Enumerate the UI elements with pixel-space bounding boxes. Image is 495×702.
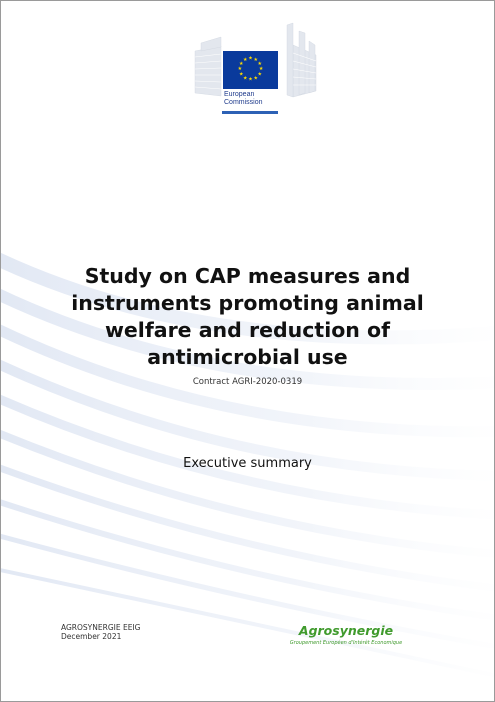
agrosynergie-logo [286, 623, 406, 646]
svg-text:★: ★ [258, 66, 264, 73]
svg-text:★: ★ [248, 76, 253, 83]
commission-label-line1: European [224, 91, 255, 98]
footer-info [61, 623, 140, 641]
footer-organisation: AGROSYNERGIE EEIG [61, 623, 141, 632]
commission-label-line2: Commission [224, 99, 263, 106]
agrosynergie-name: Agrosynergie [298, 623, 394, 638]
svg-text:★: ★ [253, 75, 259, 82]
logo-underline [222, 111, 278, 114]
svg-text:★: ★ [242, 75, 248, 82]
svg-text:★: ★ [257, 71, 262, 78]
svg-text:★: ★ [248, 55, 253, 62]
svg-text:★: ★ [242, 56, 248, 63]
document-title: Study on CAP measures and instruments promoting animal welfare and reduction of antimicrobial use [71, 264, 424, 369]
contract-number: Contract AGRI-2020-0319 [192, 377, 303, 387]
agrosynergie-tagline: Groupement Européen d'Intérêt Economique [289, 640, 403, 646]
svg-text:★: ★ [239, 60, 244, 67]
svg-text:★: ★ [257, 60, 262, 67]
footer-date: December 2021 [61, 632, 122, 641]
svg-text:★: ★ [253, 56, 259, 63]
document-subtitle: Executive summary [183, 456, 312, 471]
commission-label [224, 91, 263, 107]
svg-text:★: ★ [237, 66, 243, 73]
svg-text:★: ★ [239, 71, 244, 78]
